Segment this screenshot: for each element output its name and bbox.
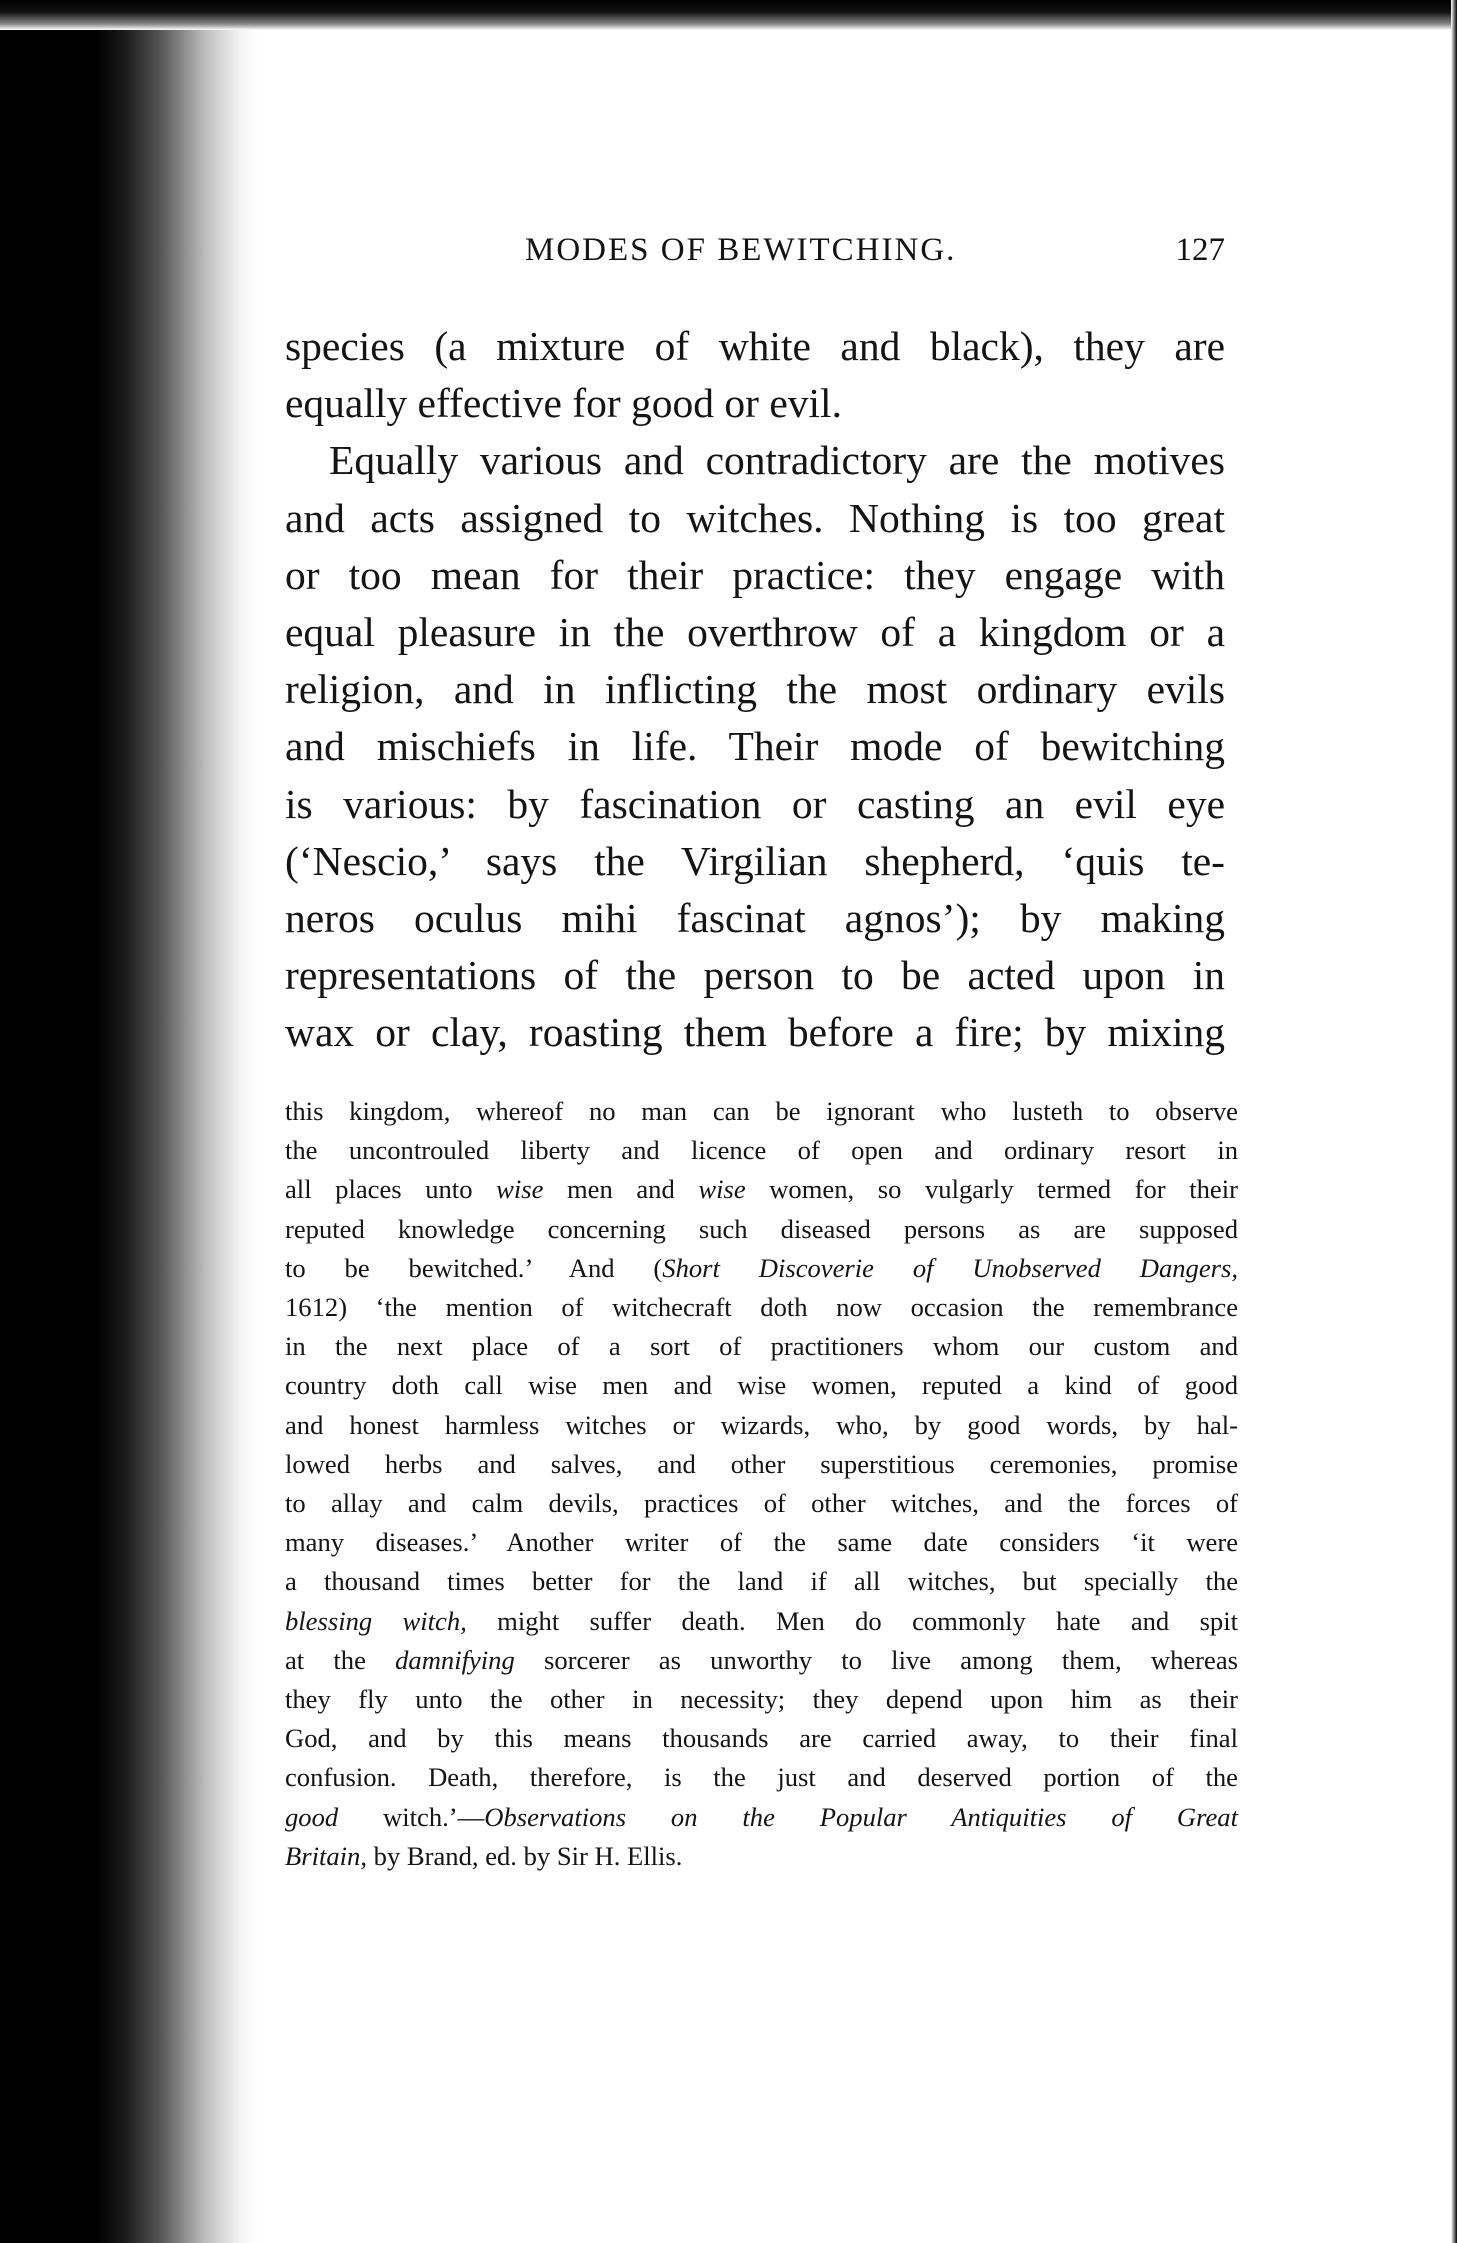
scan-top-edge	[0, 0, 1457, 30]
scan-binding-shadow	[0, 0, 260, 2243]
footnote-line: all places unto wise men and wise women, so vulgarly termed for their	[285, 1174, 1238, 1205]
body-line: wax or clay, roasting them before a fire; by mixing	[285, 1009, 1225, 1056]
body-line: religion, and in inflicting the most ordinary evils	[285, 666, 1225, 713]
body-line: representations of the person to be acted upon in	[285, 952, 1225, 999]
footnote-line: a thousand times better for the land if all witches, but specially the	[285, 1566, 1238, 1597]
body-line: Equally various and contradictory are the motives	[329, 437, 1225, 484]
footnote	[285, 1092, 1238, 1876]
body-text	[285, 318, 1225, 1062]
footnote-line: many diseases.’ Another writer of the same date considers ‘it were	[285, 1527, 1238, 1558]
footnote-line: in the next place of a sort of practitioners whom our custom and	[285, 1331, 1238, 1362]
footnote-line: this kingdom, whereof no man can be ignorant who lusteth to observe	[285, 1096, 1238, 1126]
footnote-line: at the damnifying sorcerer as unworthy to live among them, whereas	[285, 1644, 1238, 1675]
footnote-line: God, and by this means thousands are carried away, to their final	[285, 1723, 1238, 1754]
body-line: equal pleasure in the overthrow of a kingdom or a	[285, 609, 1225, 656]
body-line: and acts assigned to witches. Nothing is too great	[285, 494, 1225, 541]
body-line: (‘Nescio,’ says the Virgilian shepherd, ‘quis te-	[285, 837, 1225, 884]
footnote-line: the uncontrouled liberty and licence of open and ordinary resort in	[285, 1135, 1238, 1166]
footnote-line: good witch.’—Observations on the Popular Antiquities of Great	[285, 1801, 1238, 1832]
body-line: neros oculus mihi fascinat agnos’); by making	[285, 895, 1225, 942]
body-line: is various: by fascination or casting an evil eye	[285, 780, 1225, 827]
body-line: or too mean for their practice: they engage with	[285, 551, 1225, 598]
body-line: equally effective for good or evil.	[285, 380, 842, 427]
footnote-line: and honest harmless witches or wizards, who, by good words, by hal-	[285, 1409, 1238, 1440]
running-title: MODES OF BEWITCHING.	[525, 232, 957, 268]
body-line: and mischiefs in life. Their mode of bewitching	[285, 723, 1225, 770]
footnote-line: they fly unto the other in necessity; they depend upon him as their	[285, 1684, 1238, 1715]
scan-right-edge	[1451, 0, 1457, 2243]
footnote-line: blessing witch, might suffer death. Men do commonly hate and spit	[285, 1605, 1238, 1636]
footnote-line: confusion. Death, therefore, is the just and deserved portion of the	[285, 1762, 1238, 1793]
footnote-line: to be bewitched.’ And (Short Discoverie of Unobserved Dangers,	[285, 1252, 1238, 1283]
footnote-line: lowed herbs and salves, and other superstitious ceremonies, promise	[285, 1448, 1238, 1479]
footnote-line: Britain, by Brand, ed. by Sir H. Ellis.	[285, 1840, 683, 1871]
footnote-line: to allay and calm devils, practices of other witches, and the forces of	[285, 1488, 1238, 1519]
page-number: 127	[1175, 232, 1225, 268]
footnote-line: reputed knowledge concerning such diseased persons as are supposed	[285, 1213, 1238, 1244]
footnote-line: country doth call wise men and wise women, reputed a kind of good	[285, 1370, 1238, 1401]
footnote-line: 1612) ‘the mention of witchecraft doth now occasion the remembrance	[285, 1292, 1238, 1323]
body-line: species (a mixture of white and black), they are	[285, 323, 1225, 369]
page-header	[285, 232, 1225, 282]
